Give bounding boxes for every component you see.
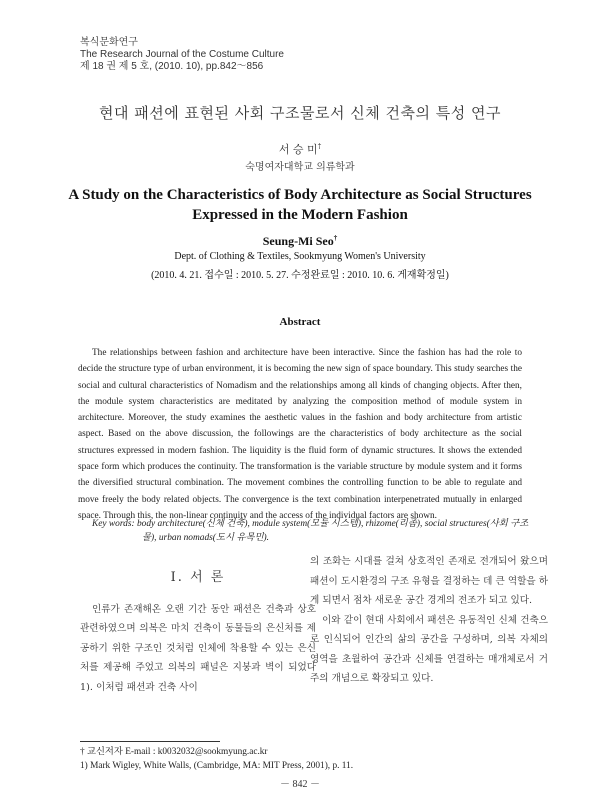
affiliation-english: Dept. of Clothing & Textiles, Sookmyung Women's University — [174, 251, 426, 262]
body-paragraph-continued: 의 조화는 시대를 걸쳐 상호적인 존재로 전개되어 왔으며 패션이 도시환경의 구조 유형을 결정하는 데 큰 역할을 하게 되면서 점차 새로운 공간 경계의 전조가 되고 있다. — [310, 556, 548, 606]
journal-name-en: The Research Journal of the Costume Culture — [80, 49, 284, 60]
author-english — [0, 234, 600, 249]
author-english-mark: † — [333, 234, 338, 242]
author-korean — [0, 141, 600, 157]
author-korean-name: 서 승 미 — [278, 143, 318, 156]
journal-header — [80, 37, 284, 73]
body-column-right — [310, 552, 548, 689]
footnote-divider — [80, 741, 220, 742]
journal-issue: 제 18 권 제 5 호, (2010. 10), pp.842～856 — [80, 61, 264, 72]
abstract-body: The relationships between fashion and architecture have been interactive. Since the fashion has had the role to decide the structure type of urban environment, it is becoming the new sign of space boundary. This study searches the social and cultural characteristics of Nomadism and the relationships among all kinds of changing objects. After then, the module system characteristics are meditated by analyzing the composition method of module system in architecture. Moreover, the study examines the aesthetic values in the fashion and body architecture from artistic aspect. Based on the above discussion, the followings are the characteristics of body architecture as the social structures expressed in modern fashion. The liquidity is the fluid form of dynamic structures. It shows the extended space form which produces the continuity. The transformation is the variable structure by module system and it forms the diversified structural combination. The movement combines the controlling function to be able to regulate and move freely the body related objects. The convergence is the text combination interpenetrated mutually in enlarged space. Through this, the non-linear continuity and the access of the individual factors are shown. — [78, 348, 522, 521]
title-english: A Study on the Characteristics of Body Architecture as Social Structures Expressed in the Modern Fashion — [68, 187, 532, 223]
footnote-corresponding-author: † 교신저자 E-mail : k0032032@sookmyung.ac.kr — [80, 747, 268, 757]
body-paragraph: 인류가 존재해온 오랜 기간 동안 패션은 건축과 상호 관련하였으며 의복은 마치 건축이 동물들의 은신처를 제공하기 위한 구조인 것처럼 인체에 착용할 수 있는 은신처를 제공해 주었고 의복의 패널은 지붕과 벽이 되었다1). 이처럼 패션과 건축 사이 — [80, 603, 316, 693]
section-heading: Ⅰ. 서 론 — [170, 570, 226, 585]
keywords: Key words: body architecture(신체 건축), module system(모듈 시스템), rhizome(리좀), social structures(사회 구조물), urban nomads(도시 유목민). — [92, 519, 529, 543]
author-english-name: Seung-Mi Seo — [262, 234, 334, 248]
footnote-reference: 1) Mark Wigley, White Walls, (Cambridge, MA: MIT Press, 2001), p. 11. — [80, 761, 354, 771]
affiliation-korean: 숙명여자대학교 의류학과 — [245, 162, 355, 173]
body-paragraph: 이와 같이 현대 사회에서 패션은 유동적인 신체 건축으로 인식되어 인간의 삶의 공간을 구성하며, 의복 자체의 영역을 초월하여 공간과 신체를 연결하는 매개체로서 거주의 개념으로 확장되고 있다. — [310, 614, 548, 684]
title-korean: 현대 패션에 표현된 사회 구조물로서 신체 건축의 특성 연구 — [99, 104, 501, 122]
page-number: － 842 － — [280, 779, 320, 790]
author-korean-mark: † — [317, 142, 322, 151]
journal-name-ko: 복식문화연구 — [80, 37, 138, 48]
body-column-left — [80, 552, 316, 697]
footnotes — [80, 745, 353, 773]
submission-dates: (2010. 4. 21. 접수일 : 2010. 5. 27. 수정완료일 : 2010. 10. 6. 게재확정일) — [151, 270, 449, 281]
abstract-heading: Abstract — [279, 316, 321, 328]
